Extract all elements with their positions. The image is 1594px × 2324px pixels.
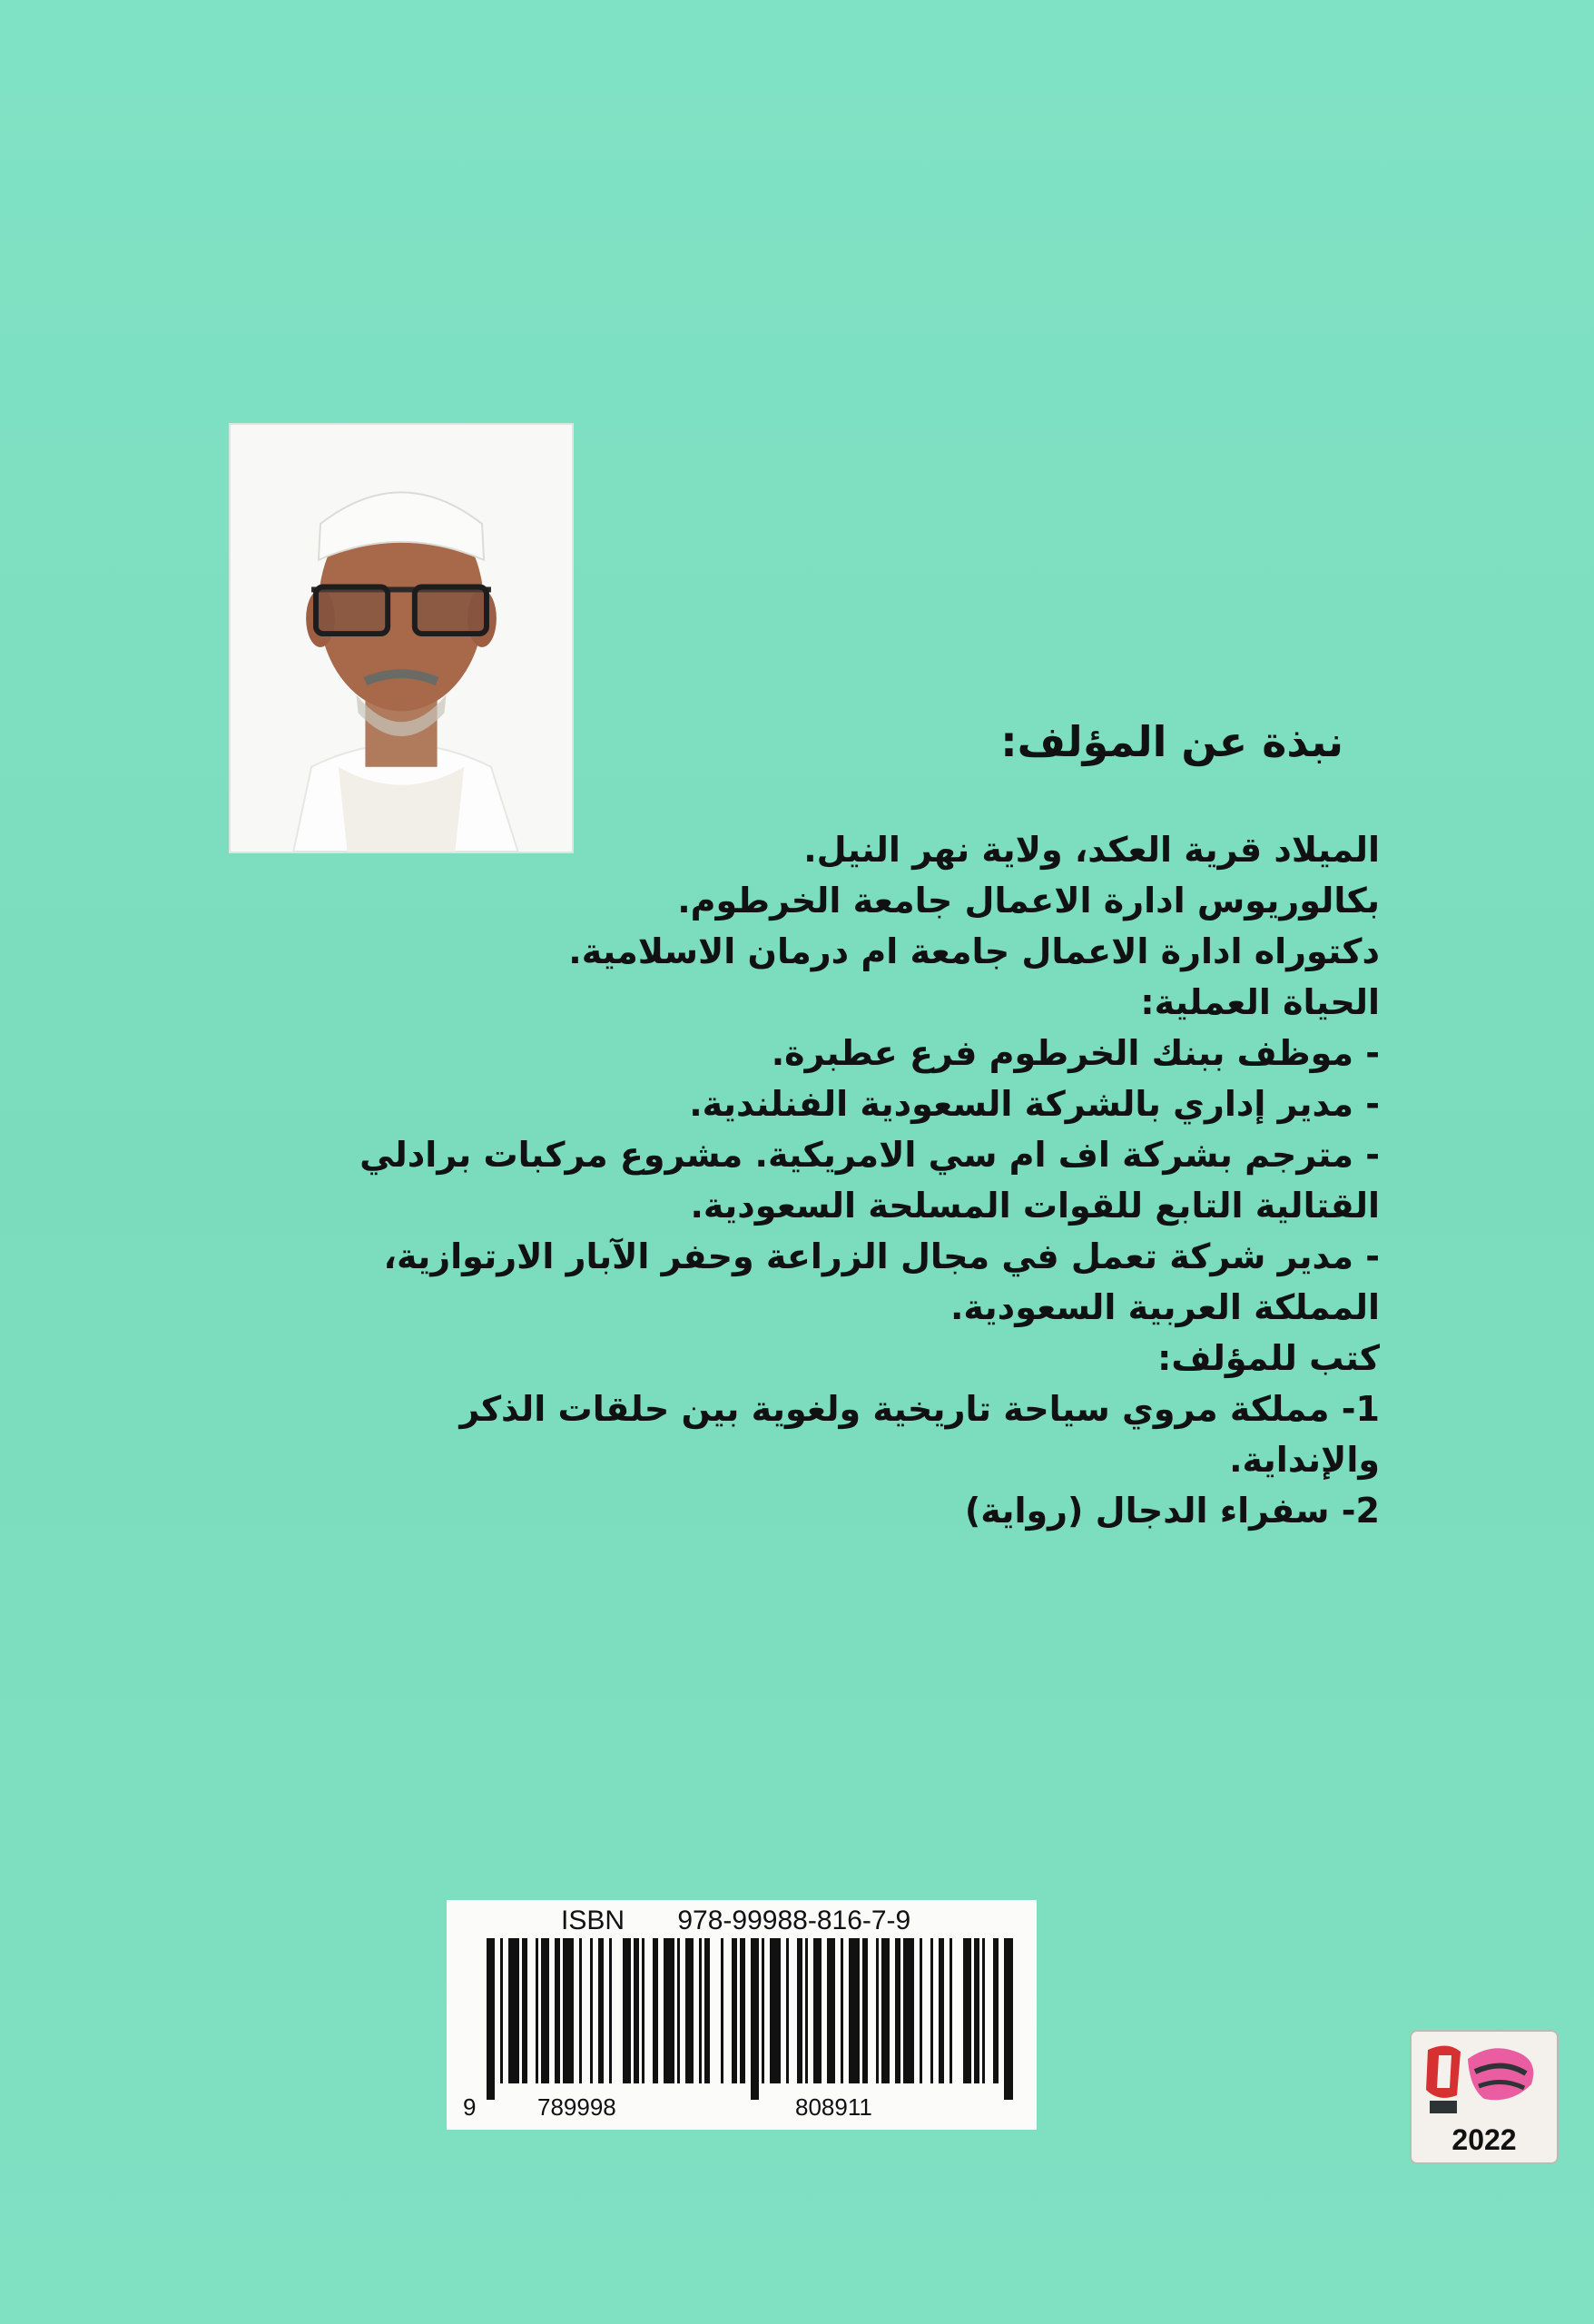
- barcode-bar: [653, 1938, 658, 2083]
- barcode-bar: [805, 1938, 808, 2083]
- barcode-bar: [664, 1938, 674, 2083]
- barcode-bar: [903, 1938, 914, 2083]
- barcode-bar: [623, 1938, 631, 2083]
- barcode-bar: [841, 1938, 843, 2083]
- barcode-bar: [770, 1938, 781, 2083]
- barcode-right-digits: 808911: [795, 2093, 872, 2121]
- barcode-bar: [590, 1938, 593, 2083]
- barcode-bar: [813, 1938, 822, 2083]
- bio-line: دكتوراه ادارة الاعمال جامعة ام درمان الاسلامية.: [568, 931, 1380, 971]
- barcode-bar: [881, 1938, 890, 2083]
- bio-line: 2- سفراء الدجال (رواية): [964, 1491, 1380, 1531]
- barcode-bar: [541, 1938, 549, 2083]
- barcode-bar: [699, 1938, 702, 2083]
- bio-line: والإنداية.: [1229, 1440, 1380, 1480]
- barcode-bar: [939, 1938, 944, 2083]
- author-bio: [245, 717, 1380, 1536]
- barcode-bar: [579, 1938, 582, 2083]
- barcode-bar: [740, 1938, 745, 2083]
- barcode-bar: [487, 1938, 495, 2100]
- bio-line: - موظف ببنك الخرطوم فرع عطبرة.: [771, 1033, 1380, 1073]
- bio-line: المملكة العربية السعودية.: [950, 1287, 1380, 1327]
- barcode-bar: [827, 1938, 835, 2083]
- barcode-bar: [862, 1938, 868, 2083]
- publisher-logo: [1410, 2030, 1559, 2164]
- bio-section-heading: كتب للمؤلف:: [1157, 1338, 1380, 1378]
- barcode-bar: [732, 1938, 737, 2083]
- barcode-bar: [555, 1938, 560, 2083]
- barcode-bar: [920, 1938, 922, 2083]
- barcode-bar: [963, 1938, 971, 2083]
- barcode-bar: [634, 1938, 639, 2083]
- barcode-bar: [797, 1938, 802, 2083]
- barcode-bar: [563, 1938, 574, 2083]
- barcode-bar: [536, 1938, 538, 2083]
- barcode-left-digits: 789998: [537, 2093, 616, 2121]
- barcode-bar: [677, 1938, 680, 2083]
- barcode-bar: [598, 1938, 604, 2083]
- barcode-bar: [982, 1938, 985, 2083]
- barcode-bar: [642, 1938, 644, 2083]
- barcode-lead-digit: 9: [463, 2093, 477, 2121]
- barcode-bar: [974, 1938, 979, 2083]
- bio-line: - مدير شركة تعمل في مجال الزراعة وحفر الآبار الارتوازية،: [383, 1236, 1380, 1276]
- barcode-bar: [685, 1938, 694, 2083]
- barcode-bar: [721, 1938, 723, 2083]
- isbn-barcode: [447, 1900, 1037, 2130]
- bio-section-heading: الحياة العملية:: [1140, 982, 1380, 1022]
- bio-title: نبذة عن المؤلف:: [1000, 717, 1343, 766]
- barcode-bar: [751, 1938, 759, 2100]
- bio-line: - مترجم بشركة اف ام سي الامريكية. مشروع مركبات برادلي: [359, 1135, 1380, 1175]
- bio-line: القتالية التابع للقوات المسلحة السعودية.: [690, 1186, 1380, 1226]
- bio-line: الميلاد قرية العكد، ولاية نهر النيل.: [803, 830, 1380, 870]
- isbn-number: 978-99988-816-7-9: [677, 1905, 911, 1935]
- barcode-bar: [950, 1938, 952, 2083]
- barcode-bar: [500, 1938, 503, 2083]
- barcode-bar: [930, 1938, 933, 2083]
- barcode-bar: [993, 1938, 999, 2083]
- barcode-bar: [1004, 1938, 1013, 2100]
- barcode-bar: [895, 1938, 900, 2083]
- isbn-text: [561, 1905, 910, 1936]
- bio-line: بكالوريوس ادارة الاعمال جامعة الخرطوم.: [677, 881, 1380, 921]
- barcode-bar: [849, 1938, 860, 2083]
- barcode-bar: [609, 1938, 612, 2083]
- bio-line: 1- مملكة مروي سياحة تاريخية ولغوية بين حلقات الذكر: [459, 1389, 1380, 1429]
- publisher-emblem-icon: [1412, 2032, 1557, 2122]
- barcode-bar: [508, 1938, 519, 2083]
- publication-year: 2022: [1451, 2123, 1517, 2156]
- barcode-bar: [704, 1938, 710, 2083]
- isbn-label: ISBN: [561, 1905, 625, 1935]
- barcode-bar: [522, 1938, 527, 2083]
- bio-line: - مدير إداري بالشركة السعودية الفنلندية.: [689, 1084, 1380, 1124]
- barcode-bar: [786, 1938, 789, 2083]
- barcode-bar: [762, 1938, 764, 2083]
- barcode-bars: [487, 1938, 1013, 2100]
- barcode-bar: [876, 1938, 879, 2083]
